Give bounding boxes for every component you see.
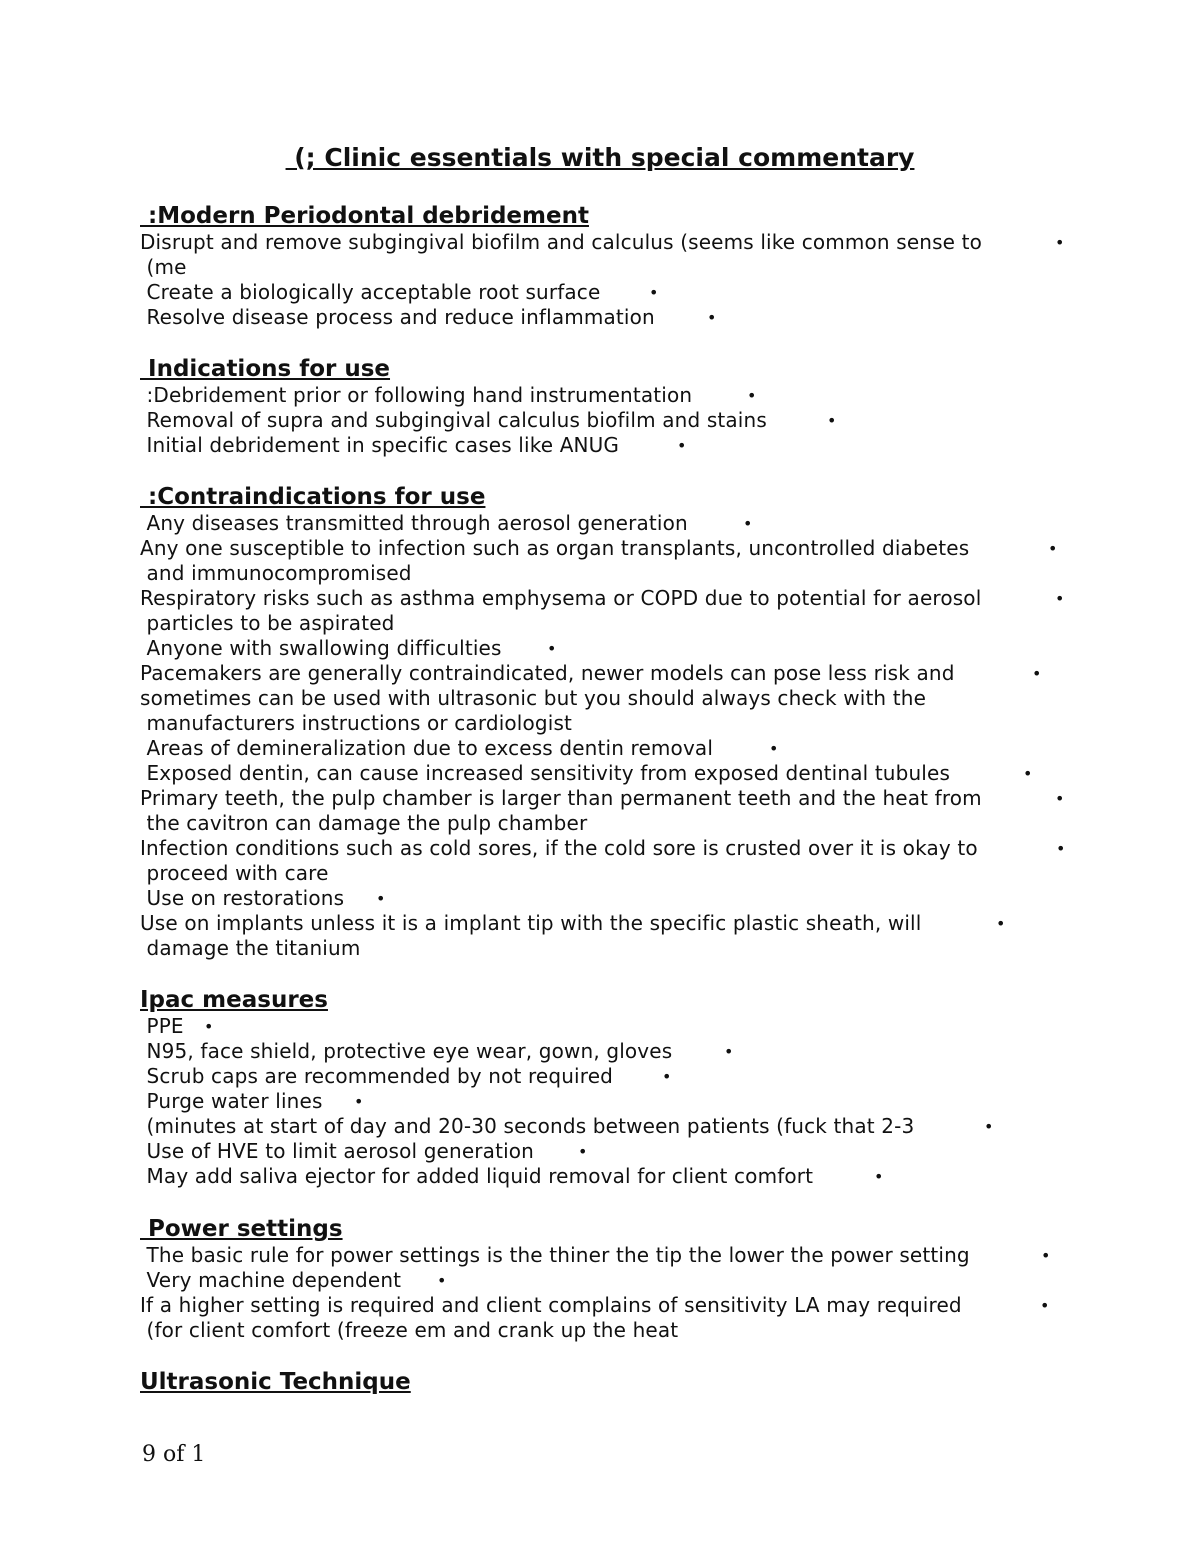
list-item: PPE xyxy=(140,1014,184,1038)
list-item: the cavitron can damage the pulp chamber xyxy=(140,811,588,835)
list-item: particles to be aspirated xyxy=(140,611,395,635)
document-title: (; Clinic essentials with special commentary xyxy=(285,143,915,172)
list-item: May add saliva ejector for added liquid removal for client comfort xyxy=(140,1164,814,1188)
list-item: Any one susceptible to infection such as organ transplants, uncontrolled diabetes xyxy=(140,536,970,560)
list-item: Very machine dependent xyxy=(140,1268,402,1292)
section-heading-power-settings: Power settings xyxy=(140,1216,343,1242)
bullet-icon: • xyxy=(662,1067,672,1086)
list-item: Initial debridement in specific cases like ANUG xyxy=(140,433,620,457)
bullet-icon: • xyxy=(747,386,757,405)
bullet-icon: • xyxy=(376,889,386,908)
list-item: (minutes at start of day and 20-30 seconds between patients (fuck that 2-3 xyxy=(140,1114,915,1138)
bullet-icon: • xyxy=(547,639,557,658)
list-item: damage the titanium xyxy=(140,936,361,960)
bullet-icon: • xyxy=(874,1167,884,1186)
list-item: Create a biologically acceptable root surface xyxy=(140,280,601,304)
list-item: sometimes can be used with ultrasonic but you should always check with the xyxy=(140,686,927,710)
bullet-icon: • xyxy=(984,1117,994,1136)
bullet-icon: • xyxy=(996,914,1006,933)
bullet-icon: • xyxy=(1041,1246,1051,1265)
bullet-icon: • xyxy=(677,436,687,455)
bullet-icon: • xyxy=(1055,233,1065,252)
list-item: (for client comfort (freeze em and crank up the heat xyxy=(140,1318,679,1342)
list-item: manufacturers instructions or cardiologist xyxy=(140,711,573,735)
list-item: Use on implants unless it is a implant tip with the specific plastic sheath, will xyxy=(140,911,922,935)
list-item: Disrupt and remove subgingival biofilm and calculus (seems like common sense to xyxy=(140,230,983,254)
list-item: and immunocompromised xyxy=(140,561,412,585)
bullet-icon: • xyxy=(204,1017,214,1036)
list-item: Respiratory risks such as asthma emphysema or COPD due to potential for aerosol xyxy=(140,586,982,610)
list-item: N95, face shield, protective eye wear, gown, gloves xyxy=(140,1039,673,1063)
list-item: Anyone with swallowing difficulties xyxy=(140,636,502,660)
list-item: The basic rule for power settings is the thiner the tip the lower the power setting xyxy=(140,1243,970,1267)
bullet-icon: • xyxy=(724,1042,734,1061)
list-item: Removal of supra and subgingival calculus biofilm and stains xyxy=(140,408,767,432)
list-item: Primary teeth, the pulp chamber is larger than permanent teeth and the heat from xyxy=(140,786,982,810)
list-item: Use of HVE to limit aerosol generation xyxy=(140,1139,534,1163)
list-item: :Debridement prior or following hand instrumentation xyxy=(140,383,693,407)
section-heading-periodontal-debridement: :Modern Periodontal debridement xyxy=(140,203,589,229)
list-item: Infection conditions such as cold sores, if the cold sore is crusted over it is okay to xyxy=(140,836,978,860)
bullet-icon: • xyxy=(578,1142,588,1161)
bullet-icon: • xyxy=(743,514,753,533)
bullet-icon: • xyxy=(354,1092,364,1111)
list-item: If a higher setting is required and client complains of sensitivity LA may required xyxy=(140,1293,962,1317)
bullet-icon: • xyxy=(1055,589,1065,608)
bullet-icon: • xyxy=(1048,539,1058,558)
section-heading-ipac-measures: Ipac measures xyxy=(140,987,328,1013)
page-number: 9 of 1 xyxy=(142,1442,206,1467)
bullet-icon: • xyxy=(649,283,659,302)
list-item: Exposed dentin, can cause increased sensitivity from exposed dentinal tubules xyxy=(140,761,951,785)
bullet-icon: • xyxy=(1056,839,1066,858)
section-heading-ultrasonic-technique: Ultrasonic Technique xyxy=(140,1369,411,1395)
list-item: Use on restorations xyxy=(140,886,345,910)
list-item: Areas of demineralization due to excess dentin removal xyxy=(140,736,714,760)
bullet-icon: • xyxy=(1040,1296,1050,1315)
section-heading-indications: Indications for use xyxy=(140,356,391,382)
list-item: Resolve disease process and reduce inflammation xyxy=(140,305,655,329)
section-heading-contraindications: :Contraindications for use xyxy=(140,484,486,510)
bullet-icon: • xyxy=(1023,764,1033,783)
list-item: (me xyxy=(140,255,187,279)
list-item: Any diseases transmitted through aerosol generation xyxy=(140,511,688,535)
bullet-icon: • xyxy=(769,739,779,758)
bullet-icon: • xyxy=(1032,664,1042,683)
list-item: Purge water lines xyxy=(140,1089,323,1113)
bullet-icon: • xyxy=(707,308,717,327)
bullet-icon: • xyxy=(827,411,837,430)
list-item: Scrub caps are recommended by not required xyxy=(140,1064,613,1088)
bullet-icon: • xyxy=(437,1271,447,1290)
bullet-icon: • xyxy=(1055,789,1065,808)
list-item: proceed with care xyxy=(140,861,329,885)
list-item: Pacemakers are generally contraindicated, newer models can pose less risk and xyxy=(140,661,955,685)
